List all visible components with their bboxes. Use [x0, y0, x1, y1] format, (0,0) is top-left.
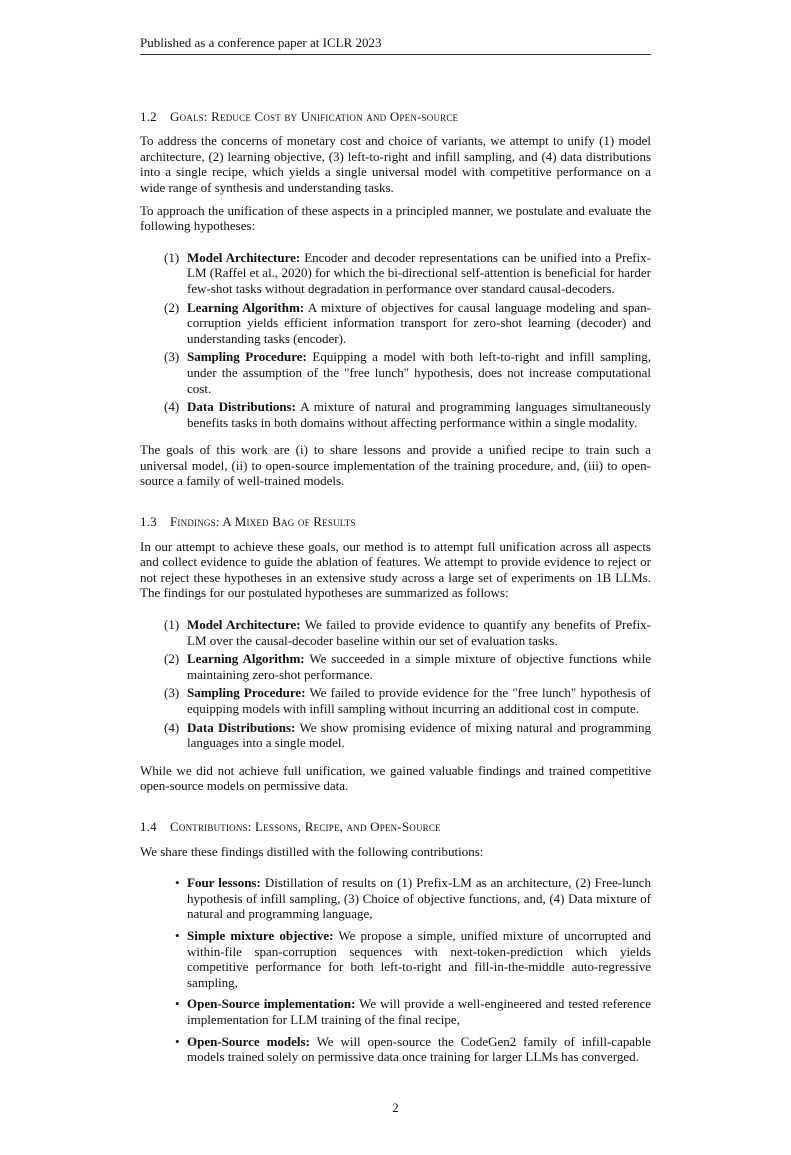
- contribution-item: [175, 1033, 651, 1065]
- contribution-item: [175, 927, 651, 990]
- item-text: We will open-source the CodeGen2 family of infill-capable models trained solely on permissive data once training for larger LLMs has converged.: [187, 1033, 651, 1065]
- finding-item: [164, 617, 652, 648]
- item-text: A mixture of objectives for causal language modeling and span-corruption yields efficient information transport for zero-shot learning (decoder) and understanding tasks (encoder).: [187, 299, 651, 346]
- paragraph: The goals of this work are (i) to share lessons and provide a unified recipe to train such a universal model, (ii) to open-source implementation of the training procedure, and, (iii) to open-source a family of well-trained models.: [140, 442, 651, 489]
- hypothesis-item: [164, 249, 652, 297]
- section-heading-1-2: [140, 109, 651, 125]
- item-text: We propose a simple, unified mixture of uncorrupted and within-file span-corruption sequences with next-token-prediction which yields competitive performance for both left-to-right and fill-in-the-middle auto-regressive sampling,: [187, 927, 651, 990]
- item-text: We succeeded in a simple mixture of objective functions while maintaining zero-shot performance.: [187, 651, 651, 682]
- item-number: (4): [164, 719, 180, 735]
- item-label: Data Distributions:: [187, 399, 296, 415]
- item-text: We will provide a well-engineered and tested reference implementation for LLM training of the final recipe,: [187, 996, 651, 1027]
- item-label: Sampling Procedure:: [187, 349, 307, 365]
- paragraph: To approach the unification of these aspects in a principled manner, we postulate and evaluate the following hypotheses:: [140, 202, 651, 234]
- paragraph: In our attempt to achieve these goals, our method is to attempt full unification across all aspects and collect evidence to guide the ablation of features. We attempt to provide evidence to reject or not reject these hypotheses in an extensive study across a large set of experiments on 1B LLMs. The findings for our postulated hypotheses are summarized as follows:: [140, 538, 651, 601]
- running-header: Published as a conference paper at ICLR 2023: [140, 35, 651, 55]
- hypothesis-item: [164, 349, 651, 396]
- bullet-icon: •: [175, 996, 180, 1012]
- item-number: (3): [164, 349, 180, 365]
- item-label: Four lessons:: [187, 875, 261, 891]
- item-text: We failed to provide evidence to quantify any benefits of Prefix-LM over the causal-decoder baseline within our set of evaluation tasks.: [187, 617, 652, 648]
- item-number: (2): [164, 651, 180, 667]
- item-text: Encoder and decoder representations can be unified into a Prefix-LM (Raffel et al., 2020) for which the bi-directional self-attention is beneficial for harder few-shot tasks without degradation in performance over standard causal-decoders.: [187, 249, 652, 296]
- hypothesis-item: [164, 399, 651, 430]
- section-number: 1.4: [140, 818, 157, 834]
- finding-item: [164, 685, 651, 716]
- section-number: 1.2: [140, 108, 157, 124]
- item-label: Data Distributions:: [187, 719, 296, 735]
- section-title: Findings: A Mixed Bag of Results: [170, 514, 356, 530]
- paragraph: While we did not achieve full unification, we gained valuable findings and trained competitive open-source models on permissive data.: [140, 762, 651, 794]
- bullet-icon: •: [175, 1033, 180, 1049]
- bullet-icon: •: [175, 875, 180, 891]
- item-text: A mixture of natural and programming languages simultaneously benefits tasks in both domains without affecting performance within a single modality.: [187, 399, 651, 430]
- item-label: Learning Algorithm:: [187, 299, 305, 315]
- item-label: Sampling Procedure:: [187, 685, 306, 701]
- item-text: Distillation of results on (1) Prefix-LM as an architecture, (2) Free-lunch hypothesis of infill sampling, (3) Choice of objective functions, and, (4) Data mixture of natural and programming language,: [187, 875, 651, 922]
- finding-item: [164, 719, 651, 751]
- item-number: (2): [164, 299, 180, 315]
- item-number: (4): [164, 399, 180, 415]
- item-label: Model Architecture:: [187, 249, 301, 265]
- paragraph: To address the concerns of monetary cost and choice of variants, we attempt to unify (1) model architecture, (2) learning objective, (3) left-to-right and infill sampling, and (4) data distributions into a single recipe, which yields a single universal model with competitive performance on a wide range of synthesis and understanding tasks.: [140, 133, 651, 195]
- section-heading-1-3: [140, 514, 651, 530]
- paragraph: We share these findings distilled with the following contributions:: [140, 843, 484, 859]
- page-number: 2: [392, 1099, 399, 1115]
- contributions-list: [140, 875, 651, 1071]
- item-label: Simple mixture objective:: [187, 927, 334, 943]
- item-text: We show promising evidence of mixing natural and programming languages into a single model.: [187, 719, 651, 751]
- section-heading-1-4: [140, 819, 651, 835]
- finding-item: [164, 651, 651, 682]
- item-number: (1): [164, 249, 180, 265]
- hypothesis-item: [164, 299, 651, 347]
- item-label: Model Architecture:: [187, 617, 301, 633]
- section-title: Contributions: Lessons, Recipe, and Open-Source: [170, 818, 441, 834]
- item-label: Open-Source models:: [187, 1033, 310, 1049]
- item-text: We failed to provide evidence for the "free lunch" hypothesis of equipping models with infill sampling without incurring an additional cost in compute.: [187, 685, 651, 716]
- item-label: Learning Algorithm:: [187, 651, 305, 667]
- section-number: 1.3: [140, 514, 157, 530]
- section-title: Goals: Reduce Cost by Unification and Open-source: [170, 108, 459, 124]
- item-number: (1): [164, 617, 180, 633]
- item-text: Equipping a model with both left-to-right and infill sampling, under the assumption of the "free lunch" hypothesis, does not increase computational cost.: [187, 349, 651, 396]
- contribution-item: [175, 996, 651, 1027]
- hypotheses-list: [140, 250, 651, 434]
- item-label: Open-Source implementation:: [187, 996, 356, 1012]
- findings-list: [140, 617, 651, 754]
- contribution-item: [175, 875, 651, 922]
- bullet-icon: •: [175, 927, 180, 943]
- item-number: (3): [164, 685, 180, 701]
